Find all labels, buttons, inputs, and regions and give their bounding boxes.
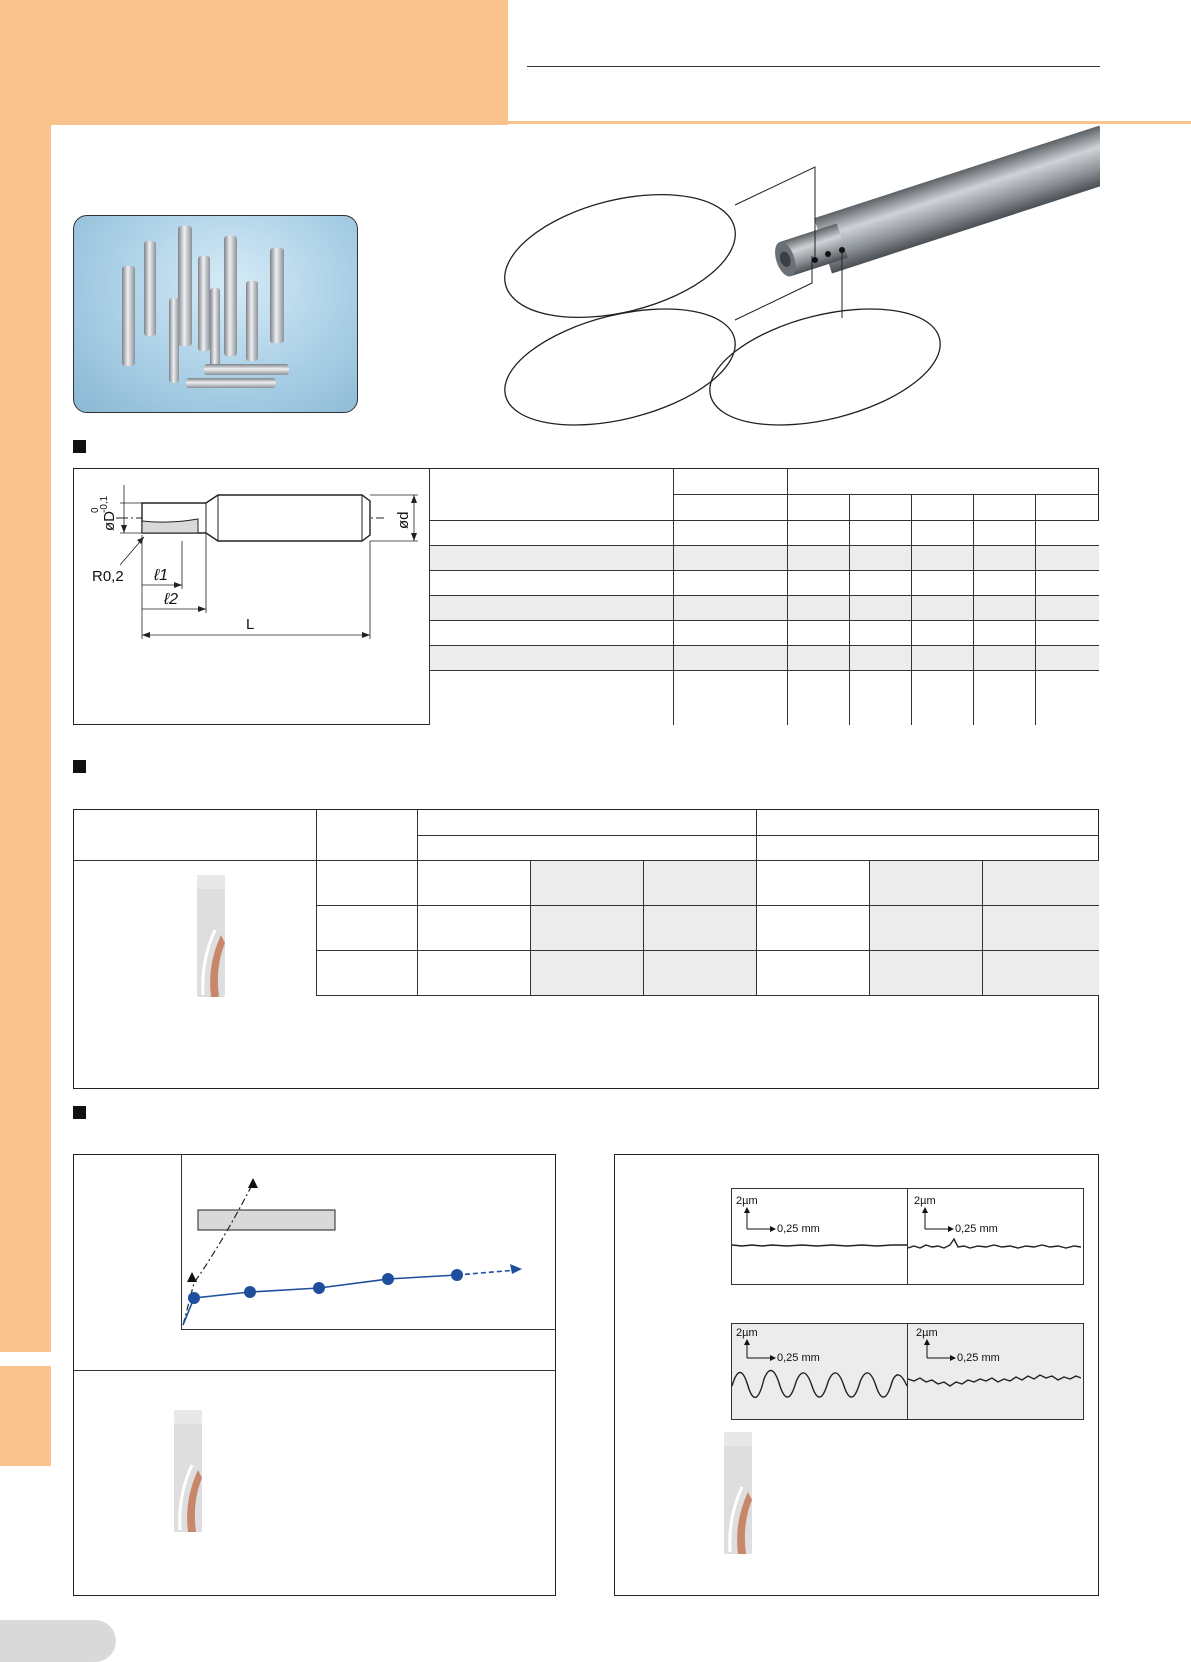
table-row (317, 950, 1100, 995)
table-row (430, 595, 1100, 620)
data-point (382, 1273, 394, 1285)
table-header-cell (674, 494, 788, 520)
data-point (451, 1269, 463, 1281)
table-header-cell (418, 809, 757, 835)
tool-callout-graphic (500, 124, 1100, 430)
data-point (188, 1292, 200, 1304)
header-banner (0, 0, 508, 125)
scale-vertical-label: 2µm (736, 1195, 758, 1207)
callout-ellipse-right (698, 288, 952, 430)
section-marker-3 (73, 1106, 86, 1119)
table-header-cell (788, 468, 1100, 494)
cutting-data-table (316, 809, 1099, 996)
tol-upper: 0 (90, 507, 101, 513)
l1-label: ℓ1 (154, 567, 169, 584)
table-header-cell (1036, 494, 1100, 520)
dia-label: øD (101, 511, 118, 531)
table-header-cell (757, 809, 1100, 835)
scale-vertical-label: 2µm (916, 1327, 938, 1339)
tool-dimension-drawing (74, 469, 429, 723)
section-marker-1 (73, 440, 86, 453)
roughness-profile-1 (732, 1189, 907, 1283)
table-row (430, 570, 1100, 595)
callout-ellipse-top (500, 173, 748, 339)
scale-vertical-label: 2µm (914, 1195, 936, 1207)
competitor-line (183, 1185, 252, 1325)
product-photo (73, 215, 358, 413)
legend-box (198, 1210, 335, 1230)
divider (181, 1329, 556, 1330)
roughness-profile-3 (732, 1324, 907, 1418)
roughness-profile-2 (908, 1189, 1081, 1283)
table-row (430, 545, 1100, 570)
section-marker-2 (73, 760, 86, 773)
tool-life-chart (182, 1155, 554, 1329)
roughness-profile-4 (908, 1324, 1081, 1418)
series-arrow (510, 1264, 522, 1274)
end-mill-icon (720, 1432, 756, 1554)
table-row (430, 645, 1100, 670)
callout-ellipse-left (500, 288, 747, 430)
table-row (317, 905, 1100, 950)
scale-horizontal-label: 0,25 mm (957, 1352, 1000, 1364)
scale-horizontal-label: 0,25 mm (955, 1223, 998, 1235)
shank-label: ød (395, 511, 412, 529)
competitor-point (187, 1272, 197, 1282)
scale-horizontal-label: 0,25 mm (777, 1352, 820, 1364)
end-mill-icon (193, 875, 229, 997)
table-header-cell (974, 494, 1036, 520)
table-header-cell (850, 494, 912, 520)
table-row (430, 670, 1100, 725)
table-header-cell (674, 468, 788, 494)
divider (73, 1370, 556, 1371)
end-mill-icon (170, 1410, 206, 1532)
table-row (317, 860, 1100, 905)
scale-vertical-label: 2µm (736, 1327, 758, 1339)
table-header-cell (430, 468, 674, 520)
radius-label: R0,2 (92, 568, 124, 585)
end-mills-illustration (74, 216, 357, 412)
table-row (430, 620, 1100, 645)
tol-lower: -0,1 (99, 495, 110, 513)
sidebar-stripe (0, 125, 51, 1352)
divider (316, 809, 317, 995)
table-row (430, 520, 1100, 545)
table-header-cell (317, 809, 418, 860)
table-header-cell (757, 835, 1100, 860)
l2-label: ℓ2 (164, 591, 179, 608)
data-point (244, 1286, 256, 1298)
length-label: L (246, 616, 255, 633)
competitor-point (248, 1178, 258, 1188)
header-rule (527, 66, 1100, 67)
data-point (313, 1282, 325, 1294)
scale-horizontal-label: 0,25 mm (777, 1223, 820, 1235)
table-header-cell (788, 494, 850, 520)
page-number-tab (0, 1620, 116, 1662)
dimension-table (429, 468, 1099, 725)
series-extension (457, 1270, 517, 1275)
sidebar-tab (0, 1366, 51, 1466)
table-header-cell (418, 835, 757, 860)
table-header-cell (912, 494, 974, 520)
